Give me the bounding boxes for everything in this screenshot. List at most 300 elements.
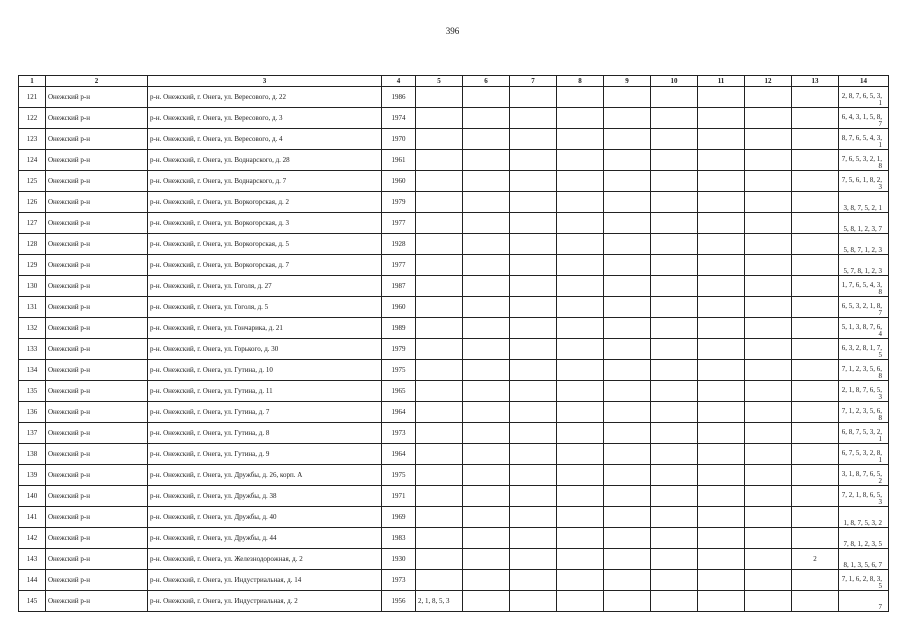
col9-cell <box>604 381 651 402</box>
col12-cell <box>745 507 792 528</box>
col10-cell <box>651 444 698 465</box>
col5-cell <box>416 486 463 507</box>
col13-cell <box>792 129 839 150</box>
col9-cell <box>604 591 651 612</box>
col-header-5: 5 <box>416 76 463 87</box>
col10-cell <box>651 360 698 381</box>
col10-cell <box>651 402 698 423</box>
address-cell: р-н. Онежский, г. Онега, ул. Воркогорская, д. 7 <box>148 255 382 276</box>
col14-cell: 6, 3, 2, 8, 1, 7, 5 <box>839 339 889 360</box>
col8-cell <box>557 192 604 213</box>
address-cell: р-н. Онежский, г. Онега, ул. Гоголя, д. 5 <box>148 297 382 318</box>
year-cell: 1961 <box>382 150 416 171</box>
col14-cell: 6, 5, 3, 2, 1, 8, 7 <box>839 297 889 318</box>
col13-cell <box>792 87 839 108</box>
col12-cell <box>745 381 792 402</box>
col11-cell <box>698 171 745 192</box>
col13-cell <box>792 276 839 297</box>
col13-cell <box>792 150 839 171</box>
col9-cell <box>604 129 651 150</box>
address-cell: р-н. Онежский, г. Онега, ул. Дружбы, д. 40 <box>148 507 382 528</box>
col-header-12: 12 <box>745 76 792 87</box>
col-header-2: 2 <box>46 76 148 87</box>
col5-cell <box>416 297 463 318</box>
col10-cell <box>651 549 698 570</box>
header-row <box>19 76 889 87</box>
address-cell: р-н. Онежский, г. Онега, ул. Вересового, д. 3 <box>148 108 382 129</box>
col6-cell <box>463 591 510 612</box>
col8-cell <box>557 234 604 255</box>
col5-cell <box>416 528 463 549</box>
col8-cell <box>557 507 604 528</box>
col8-cell <box>557 444 604 465</box>
col12-cell <box>745 549 792 570</box>
col8-cell <box>557 528 604 549</box>
district-cell: Онежский р-н <box>46 318 148 339</box>
row-number-cell: 125 <box>19 171 46 192</box>
col6-cell <box>463 549 510 570</box>
table-row <box>19 339 889 360</box>
row-number-cell: 141 <box>19 507 46 528</box>
row-number-cell: 145 <box>19 591 46 612</box>
year-cell: 1964 <box>382 402 416 423</box>
col5-cell <box>416 549 463 570</box>
col5-cell <box>416 276 463 297</box>
row-number-cell: 132 <box>19 318 46 339</box>
col5-cell <box>416 318 463 339</box>
col14-cell: 7, 5, 6, 1, 8, 2, 3 <box>839 171 889 192</box>
col14-cell: 7, 1, 6, 2, 8, 3, 5 <box>839 570 889 591</box>
col-header-6: 6 <box>463 76 510 87</box>
col8-cell <box>557 339 604 360</box>
col10-cell <box>651 171 698 192</box>
col9-cell <box>604 276 651 297</box>
col14-cell: 6, 4, 3, 1, 5, 8, 7 <box>839 108 889 129</box>
page-number: 396 <box>445 26 460 36</box>
col10-cell <box>651 528 698 549</box>
row-number-cell: 129 <box>19 255 46 276</box>
col12-cell <box>745 129 792 150</box>
col10-cell <box>651 150 698 171</box>
col8-cell <box>557 402 604 423</box>
district-cell: Онежский р-н <box>46 486 148 507</box>
col13-cell <box>792 528 839 549</box>
col11-cell <box>698 360 745 381</box>
col9-cell <box>604 339 651 360</box>
col14-cell: 7, 2, 1, 8, 6, 5, 3 <box>839 486 889 507</box>
col11-cell <box>698 507 745 528</box>
col14-cell: 3, 1, 8, 7, 6, 5, 2 <box>839 465 889 486</box>
col6-cell <box>463 423 510 444</box>
table-row <box>19 486 889 507</box>
district-cell: Онежский р-н <box>46 444 148 465</box>
district-cell: Онежский р-н <box>46 255 148 276</box>
col5-cell <box>416 360 463 381</box>
col6-cell <box>463 108 510 129</box>
col7-cell <box>510 297 557 318</box>
col13-cell <box>792 423 839 444</box>
year-cell: 1928 <box>382 234 416 255</box>
col11-cell <box>698 591 745 612</box>
col14-cell: 5, 8, 7, 1, 2, 3 <box>839 234 889 255</box>
col12-cell <box>745 570 792 591</box>
col7-cell <box>510 549 557 570</box>
address-cell: р-н. Онежский, г. Онега, ул. Гутина, д. 7 <box>148 402 382 423</box>
col6-cell <box>463 339 510 360</box>
col10-cell <box>651 486 698 507</box>
address-cell: р-н. Онежский, г. Онега, ул. Гутина, д. 10 <box>148 360 382 381</box>
address-cell: р-н. Онежский, г. Онега, ул. Индустриальная, д. 2 <box>148 591 382 612</box>
col14-cell: 7, 1, 2, 3, 5, 6, 8 <box>839 402 889 423</box>
table-row <box>19 129 889 150</box>
col12-cell <box>745 150 792 171</box>
year-cell: 1960 <box>382 171 416 192</box>
col11-cell <box>698 213 745 234</box>
col10-cell <box>651 192 698 213</box>
col10-cell <box>651 297 698 318</box>
col5-cell <box>416 129 463 150</box>
col12-cell <box>745 276 792 297</box>
district-cell: Онежский р-н <box>46 423 148 444</box>
col5-cell: 2, 1, 8, 5, 3 <box>416 591 463 612</box>
col7-cell <box>510 381 557 402</box>
col13-cell <box>792 507 839 528</box>
col8-cell <box>557 108 604 129</box>
row-number-cell: 138 <box>19 444 46 465</box>
table-row <box>19 276 889 297</box>
col7-cell <box>510 444 557 465</box>
col14-cell: 7, 1, 2, 3, 5, 6, 8 <box>839 360 889 381</box>
col-header-11: 11 <box>698 76 745 87</box>
col12-cell <box>745 444 792 465</box>
year-cell: 1986 <box>382 87 416 108</box>
col9-cell <box>604 108 651 129</box>
col10-cell <box>651 591 698 612</box>
table-row <box>19 318 889 339</box>
col9-cell <box>604 255 651 276</box>
col5-cell <box>416 507 463 528</box>
col11-cell <box>698 297 745 318</box>
district-cell: Онежский р-н <box>46 465 148 486</box>
col11-cell <box>698 192 745 213</box>
row-number-cell: 130 <box>19 276 46 297</box>
col-header-8: 8 <box>557 76 604 87</box>
col6-cell <box>463 255 510 276</box>
col10-cell <box>651 318 698 339</box>
district-cell: Онежский р-н <box>46 150 148 171</box>
col7-cell <box>510 318 557 339</box>
col6-cell <box>463 171 510 192</box>
col8-cell <box>557 129 604 150</box>
year-cell: 1956 <box>382 591 416 612</box>
col6-cell <box>463 192 510 213</box>
col14-cell: 7, 6, 5, 3, 2, 1, 8 <box>839 150 889 171</box>
col6-cell <box>463 213 510 234</box>
col9-cell <box>604 444 651 465</box>
col12-cell <box>745 465 792 486</box>
table-row <box>19 444 889 465</box>
col14-cell: 5, 7, 8, 1, 2, 3 <box>839 255 889 276</box>
col9-cell <box>604 87 651 108</box>
row-number-cell: 135 <box>19 381 46 402</box>
district-cell: Онежский р-н <box>46 192 148 213</box>
address-cell: р-н. Онежский, г. Онега, ул. Воркогорская, д. 3 <box>148 213 382 234</box>
col5-cell <box>416 108 463 129</box>
col11-cell <box>698 129 745 150</box>
col8-cell <box>557 171 604 192</box>
table-row <box>19 507 889 528</box>
col11-cell <box>698 108 745 129</box>
col5-cell <box>416 192 463 213</box>
year-cell: 1987 <box>382 276 416 297</box>
table-row <box>19 528 889 549</box>
col11-cell <box>698 444 745 465</box>
year-cell: 1969 <box>382 507 416 528</box>
address-cell: р-н. Онежский, г. Онега, ул. Железнодорожная, д. 2 <box>148 549 382 570</box>
col7-cell <box>510 87 557 108</box>
row-number-cell: 140 <box>19 486 46 507</box>
district-cell: Онежский р-н <box>46 402 148 423</box>
row-number-cell: 137 <box>19 423 46 444</box>
address-cell: р-н. Онежский, г. Онега, ул. Гутина, д. 8 <box>148 423 382 444</box>
col10-cell <box>651 213 698 234</box>
col5-cell <box>416 570 463 591</box>
col13-cell <box>792 213 839 234</box>
col7-cell <box>510 570 557 591</box>
col5-cell <box>416 234 463 255</box>
row-number-cell: 131 <box>19 297 46 318</box>
row-number-cell: 134 <box>19 360 46 381</box>
col12-cell <box>745 108 792 129</box>
year-cell: 1971 <box>382 486 416 507</box>
col14-cell: 8, 1, 3, 5, 6, 7 <box>839 549 889 570</box>
col11-cell <box>698 528 745 549</box>
col6-cell <box>463 444 510 465</box>
row-number-cell: 143 <box>19 549 46 570</box>
address-cell: р-н. Онежский, г. Онега, ул. Воркогорская, д. 2 <box>148 192 382 213</box>
col11-cell <box>698 402 745 423</box>
table-row <box>19 465 889 486</box>
year-cell: 1975 <box>382 465 416 486</box>
col14-cell: 8, 7, 6, 5, 4, 3, 1 <box>839 129 889 150</box>
table-row <box>19 234 889 255</box>
col14-cell: 3, 8, 7, 5, 2, 1 <box>839 192 889 213</box>
year-cell: 1964 <box>382 444 416 465</box>
col12-cell <box>745 360 792 381</box>
col6-cell <box>463 465 510 486</box>
address-cell: р-н. Онежский, г. Онега, ул. Воднарского, д. 28 <box>148 150 382 171</box>
col10-cell <box>651 507 698 528</box>
col12-cell <box>745 423 792 444</box>
col6-cell <box>463 360 510 381</box>
col11-cell <box>698 339 745 360</box>
address-cell: р-н. Онежский, г. Онега, ул. Дружбы, д. 38 <box>148 486 382 507</box>
col9-cell <box>604 486 651 507</box>
col11-cell <box>698 318 745 339</box>
district-cell: Онежский р-н <box>46 570 148 591</box>
col11-cell <box>698 150 745 171</box>
col12-cell <box>745 213 792 234</box>
address-cell: р-н. Онежский, г. Онега, ул. Вересового, д. 4 <box>148 129 382 150</box>
row-number-cell: 123 <box>19 129 46 150</box>
col7-cell <box>510 129 557 150</box>
col7-cell <box>510 339 557 360</box>
year-cell: 1977 <box>382 255 416 276</box>
col9-cell <box>604 297 651 318</box>
col10-cell <box>651 465 698 486</box>
col-header-3: 3 <box>148 76 382 87</box>
col8-cell <box>557 549 604 570</box>
district-cell: Онежский р-н <box>46 528 148 549</box>
table-row <box>19 423 889 444</box>
year-cell: 1975 <box>382 360 416 381</box>
table-row <box>19 297 889 318</box>
col12-cell <box>745 255 792 276</box>
col10-cell <box>651 339 698 360</box>
address-cell: р-н. Онежский, г. Онега, ул. Воркогорская, д. 5 <box>148 234 382 255</box>
year-cell: 1960 <box>382 297 416 318</box>
district-cell: Онежский р-н <box>46 507 148 528</box>
col13-cell <box>792 465 839 486</box>
table-row <box>19 381 889 402</box>
col12-cell <box>745 297 792 318</box>
col9-cell <box>604 213 651 234</box>
register-table <box>18 75 889 612</box>
col13-cell <box>792 339 839 360</box>
col12-cell <box>745 402 792 423</box>
col8-cell <box>557 591 604 612</box>
col8-cell <box>557 423 604 444</box>
col9-cell <box>604 234 651 255</box>
table-row <box>19 591 889 612</box>
year-cell: 1979 <box>382 339 416 360</box>
col7-cell <box>510 360 557 381</box>
address-cell: р-н. Онежский, г. Онега, ул. Гутина, д. 11 <box>148 381 382 402</box>
col8-cell <box>557 570 604 591</box>
address-cell: р-н. Онежский, г. Онега, ул. Дружбы, д. 26, корп. А <box>148 465 382 486</box>
col10-cell <box>651 129 698 150</box>
col11-cell <box>698 465 745 486</box>
col5-cell <box>416 423 463 444</box>
col5-cell <box>416 150 463 171</box>
col12-cell <box>745 486 792 507</box>
col6-cell <box>463 87 510 108</box>
col9-cell <box>604 528 651 549</box>
col6-cell <box>463 318 510 339</box>
row-number-cell: 139 <box>19 465 46 486</box>
district-cell: Онежский р-н <box>46 591 148 612</box>
col7-cell <box>510 465 557 486</box>
col10-cell <box>651 423 698 444</box>
district-cell: Онежский р-н <box>46 171 148 192</box>
year-cell: 1974 <box>382 108 416 129</box>
col12-cell <box>745 234 792 255</box>
row-number-cell: 136 <box>19 402 46 423</box>
col9-cell <box>604 318 651 339</box>
year-cell: 1930 <box>382 549 416 570</box>
col6-cell <box>463 507 510 528</box>
col5-cell <box>416 87 463 108</box>
col8-cell <box>557 150 604 171</box>
col14-cell: 2, 8, 7, 6, 5, 3, 1 <box>839 87 889 108</box>
col13-cell <box>792 360 839 381</box>
col11-cell <box>698 381 745 402</box>
col10-cell <box>651 87 698 108</box>
col13-cell: 2 <box>792 549 839 570</box>
col7-cell <box>510 108 557 129</box>
col8-cell <box>557 276 604 297</box>
year-cell: 1989 <box>382 318 416 339</box>
col7-cell <box>510 234 557 255</box>
col7-cell <box>510 402 557 423</box>
col-header-14: 14 <box>839 76 889 87</box>
col-header-10: 10 <box>651 76 698 87</box>
col8-cell <box>557 297 604 318</box>
col8-cell <box>557 213 604 234</box>
col11-cell <box>698 549 745 570</box>
col9-cell <box>604 549 651 570</box>
col9-cell <box>604 192 651 213</box>
col10-cell <box>651 108 698 129</box>
col13-cell <box>792 570 839 591</box>
address-cell: р-н. Онежский, г. Онега, ул. Вересового, д. 22 <box>148 87 382 108</box>
col12-cell <box>745 192 792 213</box>
col14-cell: 5, 8, 1, 2, 3, 7 <box>839 213 889 234</box>
col8-cell <box>557 255 604 276</box>
col14-cell: 1, 7, 6, 5, 4, 3, 8 <box>839 276 889 297</box>
col9-cell <box>604 507 651 528</box>
table-row <box>19 213 889 234</box>
address-cell: р-н. Онежский, г. Онега, ул. Горького, д. 30 <box>148 339 382 360</box>
col13-cell <box>792 444 839 465</box>
table-row <box>19 549 889 570</box>
col14-cell: 7, 8, 1, 2, 3, 5 <box>839 528 889 549</box>
table-row <box>19 255 889 276</box>
row-number-cell: 121 <box>19 87 46 108</box>
col6-cell <box>463 528 510 549</box>
address-cell: р-н. Онежский, г. Онега, ул. Воднарского, д. 7 <box>148 171 382 192</box>
col6-cell <box>463 234 510 255</box>
col11-cell <box>698 255 745 276</box>
col7-cell <box>510 507 557 528</box>
col5-cell <box>416 213 463 234</box>
col11-cell <box>698 276 745 297</box>
address-cell: р-н. Онежский, г. Онега, ул. Дружбы, д. 44 <box>148 528 382 549</box>
district-cell: Онежский р-н <box>46 108 148 129</box>
col8-cell <box>557 318 604 339</box>
year-cell: 1979 <box>382 192 416 213</box>
col6-cell <box>463 570 510 591</box>
col13-cell <box>792 486 839 507</box>
row-number-cell: 126 <box>19 192 46 213</box>
table-row <box>19 108 889 129</box>
address-cell: р-н. Онежский, г. Онега, ул. Гутина, д. 9 <box>148 444 382 465</box>
col13-cell <box>792 108 839 129</box>
col7-cell <box>510 255 557 276</box>
col14-cell: 7 <box>839 591 889 612</box>
col13-cell <box>792 234 839 255</box>
col5-cell <box>416 444 463 465</box>
col13-cell <box>792 591 839 612</box>
col-header-7: 7 <box>510 76 557 87</box>
col12-cell <box>745 591 792 612</box>
col6-cell <box>463 276 510 297</box>
col14-cell: 2, 1, 8, 7, 6, 5, 3 <box>839 381 889 402</box>
col11-cell <box>698 486 745 507</box>
row-number-cell: 124 <box>19 150 46 171</box>
year-cell: 1973 <box>382 423 416 444</box>
col9-cell <box>604 360 651 381</box>
